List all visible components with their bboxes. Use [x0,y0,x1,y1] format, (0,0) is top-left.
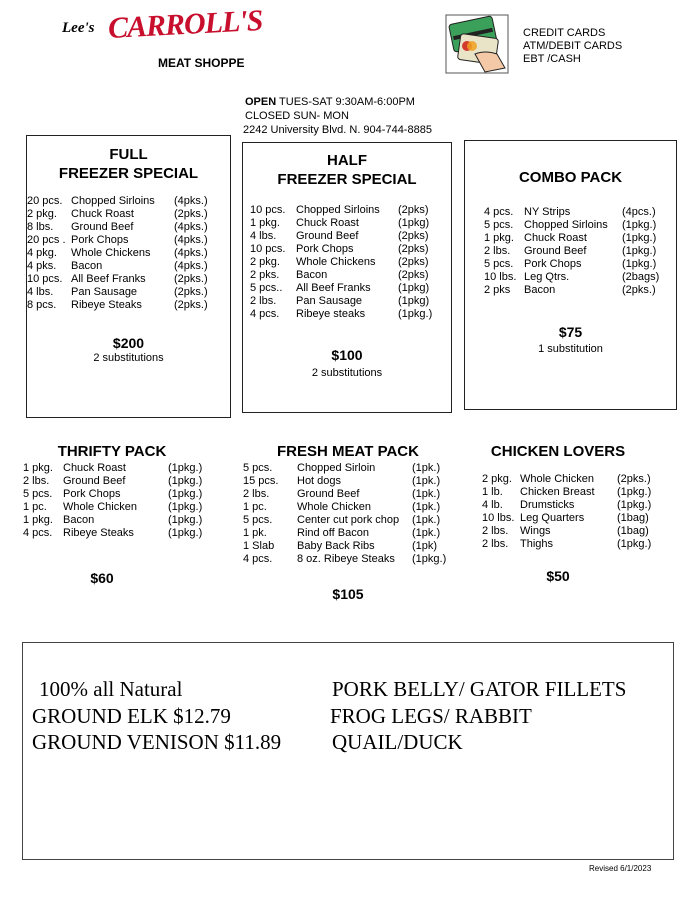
item-name: Ground Beef [63,475,126,487]
item-qty: 1 pc. [23,501,47,513]
item-qty: 15 pcs. [243,475,279,487]
item-name: Drumsticks [520,499,575,511]
item-qty: 2 pks. [250,269,280,281]
thrifty-item [23,514,213,527]
notice-right-2: FROG LEGS/ RABBIT [330,704,532,728]
item-qty: 10 lbs. [482,512,515,524]
fresh-item [243,501,453,514]
item-pack: (1pkg.) [168,462,203,474]
item-name: Chuck Roast [63,462,126,474]
chicken-title: CHICKEN LOVERS [490,443,626,460]
item-name: Whole Chicken [297,501,371,513]
item-pack: (2pks) [398,243,429,255]
half-item [250,230,446,243]
item-pack: (1pkg.) [168,488,203,500]
item-pack: (2pks.) [174,273,208,285]
thrifty-item-list [23,462,213,540]
item-qty: 2 pkg. [27,208,57,220]
item-pack: (4pks.) [174,260,208,272]
combo-item [484,219,674,232]
item-qty: 8 pcs. [27,299,57,311]
thrifty-item [23,462,213,475]
thrifty-item [23,475,213,488]
item-qty: 5 pcs. [243,462,273,474]
item-qty: 1 pkg. [23,514,53,526]
half-item [250,295,446,308]
thrifty-title: THRIFTY PACK [57,443,167,460]
item-pack: (2pks.) [174,208,208,220]
item-qty: 1 lb. [482,486,503,498]
item-name: Chuck Roast [296,217,359,229]
half-item [250,256,446,269]
half-price: $100 [331,347,363,363]
fresh-price: $105 [332,586,364,602]
combo-pack-box [464,140,677,410]
full-title-1: FULL [109,146,148,163]
item-qty: 4 pcs. [243,553,273,565]
item-qty: 4 pkg. [27,247,57,259]
full-item [27,247,227,260]
item-name: Whole Chicken [520,473,594,485]
item-name: Chopped Sirloins [71,195,155,207]
item-pack: (2pks) [398,256,429,268]
combo-substitutions: 1 substitution [538,343,603,355]
half-title-1: HALF [327,152,367,169]
item-qty: 2 lbs. [482,538,509,550]
full-substitutions: 2 substitutions [93,352,164,364]
item-name: Chopped Sirloins [296,204,380,216]
combo-item [484,232,674,245]
item-pack: (2pks.) [174,286,208,298]
item-name: 8 oz. Ribeye Steaks [297,553,395,565]
item-qty: 5 pcs. [484,258,514,270]
item-qty: 2 lbs. [484,245,511,257]
item-pack: (1pkg.) [622,232,657,244]
full-item [27,299,227,312]
closed-days: CLOSED SUN- MON [245,110,349,122]
item-qty: 20 pcs. [27,195,63,207]
store-hours [245,95,432,137]
item-name: Pork Chops [296,243,354,255]
item-qty: 4 pcs. [250,308,280,320]
item-name: Whole Chickens [71,247,151,259]
item-qty: 2 lbs. [23,475,50,487]
item-qty: 4 pks. [27,260,57,272]
fresh-item-list [243,462,453,566]
half-item [250,217,446,230]
item-pack: (1pkg.) [617,538,652,550]
chicken-item [482,473,672,486]
combo-item [484,258,674,271]
item-pack: (2bags) [622,271,660,283]
item-pack: (1bag) [617,512,649,524]
thrifty-price: $60 [90,570,114,586]
item-pack: (2pks) [398,269,429,281]
item-name: Chicken Breast [520,486,595,498]
fresh-item [243,514,453,527]
item-name: Ribeye Steaks [63,527,134,539]
fresh-item [243,475,453,488]
item-qty: 10 pcs. [250,204,286,216]
item-qty: 5 pcs. [23,488,53,500]
full-item [27,208,227,221]
item-qty: 8 lbs. [27,221,54,233]
item-name: Bacon [296,269,328,281]
thrifty-item [23,488,213,501]
full-item [27,221,227,234]
logo-prefix: Lee's [62,20,95,36]
item-pack: (2pks) [398,204,429,216]
item-name: Pan Sausage [71,286,138,298]
item-pack: (1pkg.) [168,514,203,526]
item-name: Pan Sausage [296,295,363,307]
fresh-title: FRESH MEAT PACK [277,443,419,460]
combo-item [484,245,674,258]
item-qty: 2 pks [484,284,511,296]
item-pack: (2pks.) [174,299,208,311]
item-name: Ground Beef [524,245,587,257]
item-name: Bacon [524,284,556,296]
combo-item [484,206,674,219]
half-item [250,204,446,217]
fresh-item [243,540,453,553]
fresh-item [243,488,453,501]
combo-item [484,271,674,284]
item-name: All Beef Franks [296,282,371,294]
item-pack: (1pk.) [412,527,441,539]
item-pack: (1pk) [412,540,438,552]
item-qty: 10 pcs. [250,243,286,255]
item-name: All Beef Franks [71,273,146,285]
item-name: Ground Beef [71,221,134,233]
store-address: 2242 University Blvd. N. 904-744-8885 [243,124,432,136]
logo-name: CARROLL'S [107,3,264,46]
item-name: Chuck Roast [524,232,587,244]
item-qty: 1 pk. [243,527,267,539]
chicken-item [482,538,672,551]
chicken-item [482,512,672,525]
item-pack: (2pks) [398,230,429,242]
full-freezer-box [26,135,231,418]
item-name: Ribeye Steaks [71,299,142,311]
payment-credit: CREDIT CARDS [523,27,606,39]
item-pack: (1pk.) [412,462,441,474]
item-pack: (1pkg.) [168,527,203,539]
thrifty-item [23,501,213,514]
combo-price: $75 [558,324,583,340]
fresh-item [243,462,453,475]
half-item-list [250,204,446,321]
chicken-item-list [482,473,672,551]
full-item [27,234,227,247]
item-name: Center cut pork chop [297,514,400,526]
credit-card-icon [445,14,509,74]
item-name: Bacon [71,260,103,272]
item-qty: 2 lbs. [482,525,509,537]
full-price: $200 [112,335,145,351]
logo-subtitle: MEAT SHOPPE [158,56,245,70]
item-qty: 1 pkg. [23,462,53,474]
item-name: Pork Chops [71,234,129,246]
item-name: Rind off Bacon [297,527,369,539]
item-qty: 1 pkg. [484,232,514,244]
revised-date: Revised 6/1/2023 [589,864,652,873]
item-name: Ground Beef [297,488,360,500]
item-pack: (1pkg.) [622,258,657,270]
payment-methods [523,27,622,66]
item-qty: 4 lbs. [250,230,277,242]
item-name: Ribeye steaks [296,308,366,320]
half-item [250,269,446,282]
item-name: Baby Back Ribs [297,540,375,552]
half-item [250,308,446,321]
item-qty: 5 pcs.. [250,282,283,294]
item-name: Pork Chops [63,488,121,500]
full-item [27,260,227,273]
item-pack: (1pkg.) [168,501,203,513]
item-pack: (1pkg.) [617,486,652,498]
item-pack: (1pkg.) [412,553,447,565]
full-item [27,273,227,286]
item-pack: (1pk.) [412,514,441,526]
item-pack: (1pkg.) [622,219,657,231]
combo-item-list [484,206,674,297]
item-pack: (1bag) [617,525,649,537]
item-pack: (1pkg) [398,295,430,307]
chicken-item [482,525,672,538]
item-qty: 2 pkg. [250,256,280,268]
chicken-price: $50 [546,568,570,584]
payment-debit: ATM/DEBIT CARDS [523,40,623,52]
item-pack: (4pks.) [174,247,208,259]
item-pack: (1pkg.) [398,308,433,320]
notice-left-2: GROUND ELK $12.79 [32,704,231,728]
full-title-2: FREEZER SPECIAL [58,165,199,182]
item-qty: 1 pkg. [250,217,280,229]
notice-left-3: GROUND VENISON $11.89 [32,730,282,754]
item-qty: 4 pcs. [484,206,514,218]
specialty-notice-box [22,642,674,860]
item-name: Chuck Roast [71,208,134,220]
thrifty-item [23,527,213,540]
item-qty: 1 Slab [243,540,275,552]
item-name: Leg Quarters [520,512,585,524]
full-item [27,286,227,299]
item-name: Whole Chicken [63,501,137,513]
item-pack: (4pks.) [174,234,208,246]
item-pack: (1pkg.) [168,475,203,487]
half-substitutions: 2 substitutions [311,367,383,379]
notice-left-1: 100% all Natural [39,677,183,701]
fresh-item [243,553,453,566]
item-qty: 1 pc. [243,501,267,513]
item-name: Hot dogs [297,475,342,487]
item-pack: (1pk.) [412,488,441,500]
item-qty: 4 pcs. [23,527,53,539]
item-qty: 4 lb. [482,499,503,511]
item-pack: (4pks.) [174,221,208,233]
item-qty: 2 pkg. [482,473,512,485]
open-label: OPEN [245,96,277,108]
item-pack: (2pks.) [617,473,651,485]
notice-right-1: PORK BELLY/ GATOR FILLETS [332,677,627,701]
fresh-item [243,527,453,540]
open-hours: TUES-SAT 9:30AM-6:00PM [276,96,415,108]
combo-item [484,284,674,297]
half-item [250,243,446,256]
chicken-item [482,499,672,512]
item-name: Chopped Sirloin [297,462,376,474]
item-qty: 5 pcs. [243,514,273,526]
item-pack: (1pkg.) [622,245,657,257]
item-name: Ground Beef [296,230,359,242]
item-name: Bacon [63,514,95,526]
item-name: Leg Qtrs. [524,271,570,283]
item-name: Thighs [520,538,554,550]
item-name: Chopped Sirloins [524,219,608,231]
item-qty: 20 pcs . [27,234,66,246]
half-item [250,282,446,295]
item-pack: (1pkg.) [617,499,652,511]
payment-ebt: EBT /CASH [523,53,581,65]
full-item [27,195,227,208]
item-name: Whole Chickens [296,256,376,268]
item-pack: (1pkg) [398,282,430,294]
item-pack: (1pkg) [398,217,430,229]
notice-right-3: QUAIL/DUCK [332,730,463,754]
item-pack: (2pks.) [622,284,656,296]
item-pack: (1pk.) [412,475,441,487]
item-qty: 10 pcs. [27,273,63,285]
item-pack: (4pks.) [174,195,208,207]
item-name: Pork Chops [524,258,582,270]
item-qty: 5 pcs. [484,219,514,231]
item-name: Wings [520,525,551,537]
chicken-item [482,486,672,499]
item-pack: (4pcs.) [622,206,656,218]
item-qty: 2 lbs. [243,488,270,500]
item-name: NY Strips [524,206,571,218]
half-title-2: FREEZER SPECIAL [277,171,417,188]
item-qty: 4 lbs. [27,286,54,298]
full-item-list [27,195,227,312]
combo-title: COMBO PACK [518,169,623,186]
half-freezer-box [242,142,452,413]
item-qty: 2 lbs. [250,295,277,307]
item-qty: 10 lbs. [484,271,517,283]
item-pack: (1pk.) [412,501,441,513]
